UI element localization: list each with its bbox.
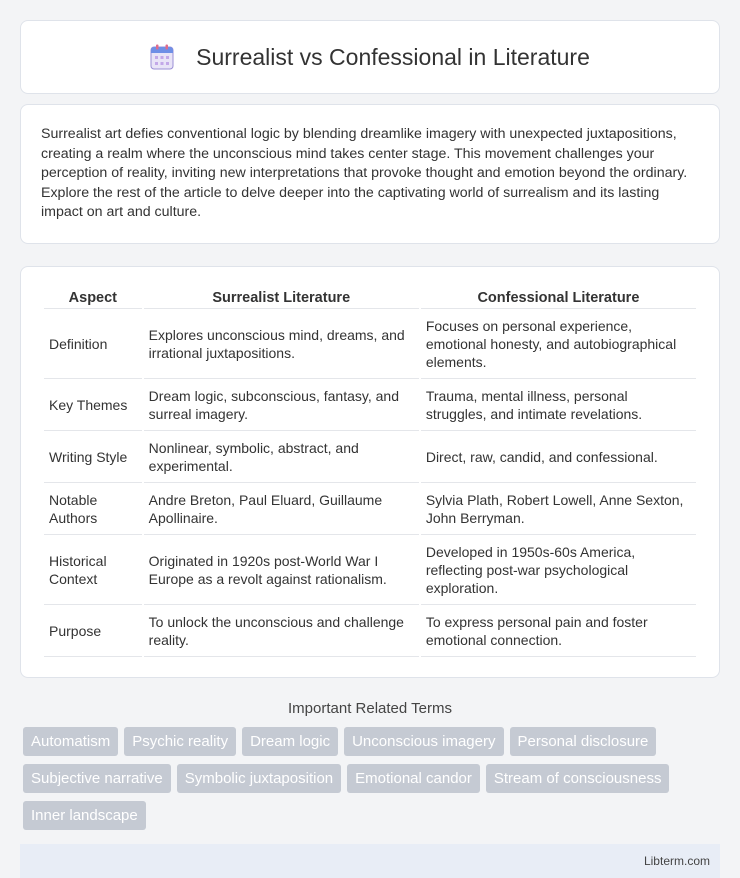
- page-title: Surrealist vs Confessional in Literature: [196, 43, 590, 70]
- table-row: [44, 483, 696, 535]
- header-aspect: Aspect: [44, 287, 142, 309]
- related-term-tag[interactable]: Emotional candor: [347, 764, 480, 793]
- table-row: [44, 431, 696, 483]
- related-term-tag[interactable]: Personal disclosure: [510, 727, 657, 756]
- footer-site-link[interactable]: Libterm.com: [643, 853, 710, 868]
- comparison-table: [42, 287, 698, 657]
- row-confessional: Direct, raw, candid, and confessional.: [421, 431, 696, 483]
- row-aspect: Notable Authors: [44, 483, 142, 535]
- row-confessional: Sylvia Plath, Robert Lowell, Anne Sexton, John Berryman.: [421, 483, 696, 535]
- related-term-tag[interactable]: Inner landscape: [23, 801, 146, 830]
- row-surrealist: To unlock the unconscious and challenge reality.: [144, 605, 419, 657]
- row-aspect: Writing Style: [44, 431, 142, 483]
- related-term-tag[interactable]: Subjective narrative: [23, 764, 171, 793]
- row-aspect: Historical Context: [44, 535, 142, 605]
- table-row: [44, 605, 696, 657]
- calendar-icon: [150, 44, 174, 70]
- page-footer: [20, 844, 720, 878]
- row-surrealist: Andre Breton, Paul Eluard, Guillaume Apollinaire.: [144, 483, 419, 535]
- intro-card: [20, 104, 720, 244]
- page-header: [20, 20, 720, 94]
- related-terms-title: Important Related Terms: [288, 699, 452, 717]
- table-header-row: [44, 287, 696, 309]
- table-row: [44, 379, 696, 431]
- comparison-card: [20, 266, 720, 678]
- row-surrealist: Explores unconscious mind, dreams, and irrational juxtapositions.: [144, 309, 419, 379]
- row-aspect: Purpose: [44, 605, 142, 657]
- row-confessional: To express personal pain and foster emotional connection.: [421, 605, 696, 657]
- related-term-tag[interactable]: Symbolic juxtaposition: [177, 764, 341, 793]
- row-aspect: Definition: [44, 309, 142, 379]
- row-surrealist: Dream logic, subconscious, fantasy, and surreal imagery.: [144, 379, 419, 431]
- row-confessional: Trauma, mental illness, personal struggles, and intimate revelations.: [421, 379, 696, 431]
- row-confessional: Focuses on personal experience, emotional honesty, and autobiographical elements.: [421, 309, 696, 379]
- related-term-tag[interactable]: Automatism: [23, 727, 118, 756]
- table-row: [44, 535, 696, 605]
- row-surrealist: Nonlinear, symbolic, abstract, and experimental.: [144, 431, 419, 483]
- intro-paragraph: Surrealist art defies conventional logic by blending dreamlike imagery with unexpected juxtapositions, creating a realm where the unconscious mind takes center stage. This movement challenges your perception of reality, inviting new interpretations that provoke thought and emotion beyond the ordinary. Explore the rest of the article to delve deeper into the captivating world of surrealism and its lasting impact on art and culture.: [41, 126, 688, 221]
- row-confessional: Developed in 1950s-60s America, reflecting post-war psychological exploration.: [421, 535, 696, 605]
- related-terms-list: [20, 717, 720, 830]
- row-aspect: Key Themes: [44, 379, 142, 431]
- header-surrealist: Surrealist Literature: [144, 287, 419, 309]
- related-term-tag[interactable]: Unconscious imagery: [344, 727, 503, 756]
- table-row: [44, 309, 696, 379]
- header-confessional: Confessional Literature: [421, 287, 696, 309]
- related-term-tag[interactable]: Psychic reality: [124, 727, 236, 756]
- related-term-tag[interactable]: Dream logic: [242, 727, 338, 756]
- related-term-tag[interactable]: Stream of consciousness: [486, 764, 670, 793]
- row-surrealist: Originated in 1920s post-World War I Europe as a revolt against rationalism.: [144, 535, 419, 605]
